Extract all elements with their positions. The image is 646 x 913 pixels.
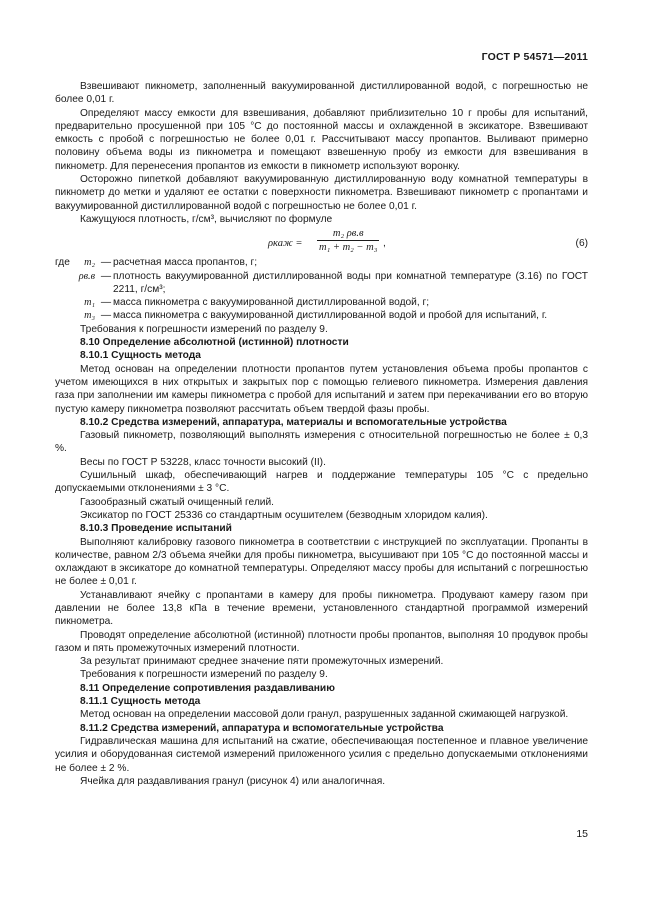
- paragraph: Весы по ГОСТ Р 53228, класс точности высокий (II).: [80, 456, 326, 468]
- page-number: 15: [576, 828, 588, 840]
- paragraph: Устанавливают ячейку с пропантами в камеру для пробы пикнометра. Продувают камеру газом при давлении не более 13,8 кПа в течение времени, установленного стандартной программой измерений пикнометра.: [55, 589, 588, 628]
- formula-fraction: [317, 228, 379, 254]
- paragraph: Выполняют калибровку газового пикнометра в соответствии с инструкцией по эксплуатации. Пропанты в количестве, равном 2/3 объема ячейки для пробы пикнометра, высушивают при 105 °С до постоянной массы и охлаждают в эксикаторе до комнатной температуры. Определяют массу пробы для испытаний с погрешностью не более ± 0,01 г.: [55, 536, 588, 588]
- definition-item: [55, 296, 588, 309]
- paragraph: Эксикатор по ГОСТ 25336 со стандартным осушителем (безводным хлоридом калия).: [80, 509, 488, 521]
- document-id: ГОСТ Р 54571—2011: [481, 51, 588, 63]
- definition-dash: —: [100, 270, 112, 282]
- paragraph: Ячейка для раздавливания гранул (рисунок 4) или аналогичная.: [80, 775, 386, 787]
- paragraph: Кажущуюся плотность, г/см³, вычисляют по формуле: [80, 213, 333, 225]
- paragraph: Газообразный сжатый очищенный гелий.: [80, 496, 274, 508]
- section-heading: 8.10.3 Проведение испытаний: [80, 523, 232, 535]
- section-heading: 8.11.1 Сущность метода: [80, 696, 201, 708]
- formula-number: (6): [575, 238, 588, 250]
- formula-6: [55, 228, 588, 254]
- paragraph: Метод основан на определении плотности пропантов путем установления объема пробы пропантов с учетом имеющихся в них открытых и закрытых пор с помощью гелиевого пикнометра. Измерения давления газа при заполнении им камеры пикнометра с пробой для испытаний и затем при перекачивании его во вторую пустую камеру пикнометра позволяют рассчитать объем твердой фазы пробы.: [55, 363, 588, 415]
- section-heading: 8.11.2 Средства измерений, аппаратура и вспомогательные устройства: [80, 722, 444, 734]
- paragraph: Гидравлическая машина для испытаний на сжатие, обеспечивающая постепенное и плавное увеличение усилия и оборудованная системой измерений приложенного усилия с предельно допускаемыми отклонениями не более ± 2 %.: [55, 735, 588, 774]
- definition-prefix: [55, 296, 73, 309]
- definition-dash: —: [100, 257, 112, 269]
- definition-dash: —: [100, 297, 112, 309]
- definition-symbol: m₃: [84, 310, 95, 322]
- formula-lhs: ρкаж =: [268, 238, 303, 250]
- definition-item: [55, 256, 588, 269]
- definition-symbol: m₂: [84, 257, 95, 269]
- definition-text: масса пикнометра с вакуумированной дистиллированной водой, г;: [113, 297, 430, 309]
- definition-prefix: [55, 270, 73, 297]
- section-heading: 8.10 Определение абсолютной (истинной) плотности: [80, 337, 349, 349]
- section-heading: 8.10.2 Средства измерений, аппаратура, материалы и вспомогательные устройства: [80, 416, 507, 428]
- page-content: [55, 80, 588, 788]
- paragraph: Осторожно пипеткой добавляют вакуумированную дистиллированную воду комнатной температуры в пикнометр до метки и удаляют ее остатки с поверхности пикнометра. Взвешивают пикнометр с пропантами и вакуумированной дистиллированной водой с погрешностью не более 0,01 г.: [55, 174, 588, 212]
- section-heading: 8.11 Определение сопротивления раздавливанию: [80, 682, 335, 694]
- definition-text: масса пикнометра с вакуумированной дистиллированной водой и пробой для испытаний, г.: [113, 310, 548, 322]
- definition-item: [55, 270, 588, 297]
- formula-denominator: m₁ + m₂ − m₃: [319, 242, 378, 254]
- paragraph: Метод основан на определении массовой доли гранул, разрушенных заданной сжимающей нагрузкой.: [80, 709, 569, 721]
- definition-text: расчетная масса пропантов, г;: [113, 257, 258, 269]
- paragraph: Требования к погрешности измерений по разделу 9.: [80, 669, 328, 681]
- paragraph: Проводят определение абсолютной (истинной) плотности пробы пропантов, выполняя 10 продувок пробы газом и пять промежуточных измерений плотности.: [55, 629, 588, 654]
- definition-symbol: m₁: [84, 297, 95, 309]
- paragraph: Газовый пикнометр, позволяющий выполнять измерения с относительной погрешностью не более ± 0,3 %.: [55, 430, 588, 455]
- section-heading: 8.10.1 Сущность метода: [80, 350, 201, 362]
- formula-numerator: m₂ ρв.в: [317, 228, 379, 241]
- definition-prefix: где: [55, 257, 70, 269]
- formula-tail: ,: [383, 238, 386, 250]
- paragraph: За результат принимают среднее значение пяти промежуточных измерений.: [80, 656, 444, 668]
- definition-symbol: ρв.в: [78, 270, 95, 282]
- paragraph: Требования к погрешности измерений по разделу 9.: [80, 323, 328, 335]
- definition-text: плотность вакуумированной дистиллированной воды при комнатной температуре (3.16) по ГОСТ 2211, г/см³;: [113, 270, 588, 295]
- formula-definitions: [55, 256, 588, 322]
- definition-dash: —: [100, 310, 112, 322]
- paragraph: Сушильный шкаф, обеспечивающий нагрев и поддержание температуры 105 °С с предельно допускаемыми отклонениями ± 3 °С.: [55, 470, 588, 495]
- paragraph: Взвешивают пикнометр, заполненный вакуумированной дистиллированной водой, с погрешностью не более 0,01 г.: [55, 81, 588, 106]
- paragraph: Определяют массу емкости для взвешивания, добавляют приблизительно 10 г пробы для испытаний, предварительно просушенной при 105 °С до постоянной массы и охлажденной в эксикаторе. Взвешивают емкость с пробой с погрешностью не более 0,01 г. Рассчитывают массу пропантов. Выливают примерно половину объема воды из пикнометра и помещают взвешенную пробу из емкости для взвешивания в пикнометр. Для перенесения пропантов из емкости в пикнометр используют воронку.: [55, 107, 588, 172]
- definition-item: [55, 309, 588, 322]
- definition-prefix: [55, 309, 73, 322]
